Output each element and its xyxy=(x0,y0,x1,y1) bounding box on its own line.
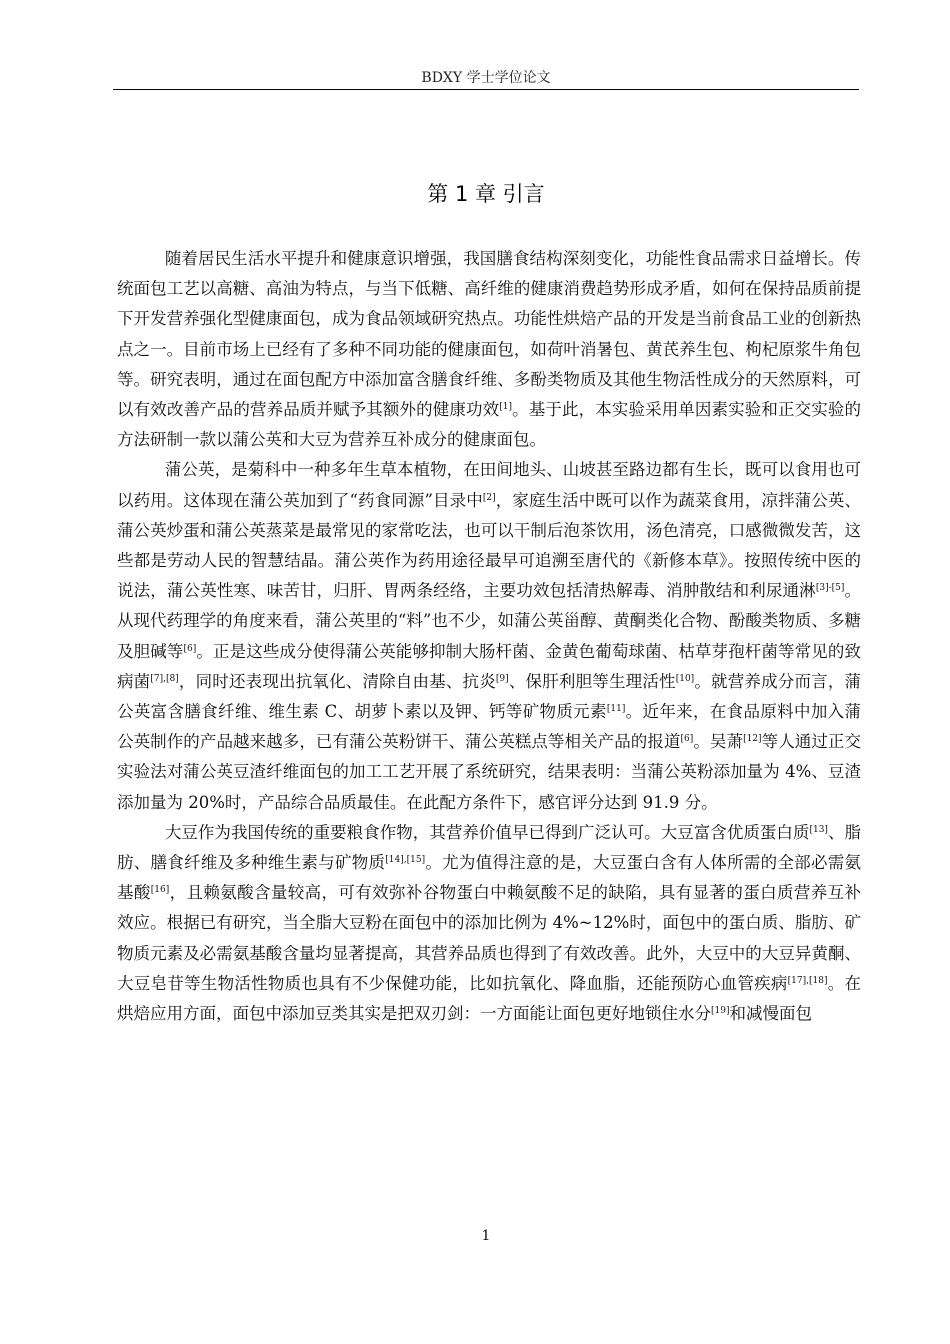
citation-marker: [6] xyxy=(680,734,694,745)
paragraph-text-run: 和减慢面包 xyxy=(729,1004,812,1024)
paragraph-text-run: 。吴萧 xyxy=(693,732,744,752)
citation-marker: [17],[18] xyxy=(787,975,828,986)
paragraph-text-run: 等人通过正交实验法对蒲公英豆渣纤维面包的加工工艺开展了系统研究，结果表明：当蒲公英粉添加量为 4%、豆渣添加量为 20%时，产品综合品质最佳。在此配方条件下，感官评分达到 91.9 分。 xyxy=(117,732,862,812)
paragraph-text-run: 。正是这些成分使得蒲公英能够抑制大肠杆菌、金黄色葡萄球菌、枯草芽孢杆菌等常见的致病菌 xyxy=(117,641,862,691)
citation-marker: [14],[15] xyxy=(385,855,426,866)
chapter-title: 第 1 章 引言 xyxy=(427,182,545,206)
header-rule xyxy=(113,89,859,90)
citation-marker: [2] xyxy=(482,492,496,503)
paragraph-text-run: 大豆作为我国传统的重要粮食作物，其营养价值早已得到广泛认可。大豆富含优质蛋白质 xyxy=(164,822,810,842)
paragraph-text-run: 。尤为值得注意的是，大豆蛋白含有人体所需的全部必需氨基酸 xyxy=(117,853,862,903)
paragraph-3 xyxy=(117,818,861,1029)
citation-marker: [6] xyxy=(183,643,197,654)
citation-marker: [9] xyxy=(495,673,509,684)
paragraph-text-run: 。近年来，在食品原料中加入蒲公英制作的产品越来越多，已有蒲公英粉饼干、蒲公英糕点等相关产品的报道 xyxy=(117,702,862,752)
citation-marker: [16] xyxy=(150,885,170,896)
paragraph-2 xyxy=(117,455,861,817)
page-number: 1 xyxy=(481,1228,491,1244)
paragraph-text-run: 。基于此，本实验采用单因素实验和正交实验的方法研制一款以蒲公英和大豆为营养互补成分的健康面包。 xyxy=(117,400,862,450)
paragraph-text-run: 。在烘焙应用方面，面包中添加豆类其实是把双刃剑：一方面能让面包更好地锁住水分 xyxy=(117,973,862,1024)
paragraph-text-run: ，同时还表现出抗氧化、清除自由基、抗炎 xyxy=(178,671,496,691)
citation-marker: [19] xyxy=(711,1006,730,1017)
citation-marker: [13] xyxy=(809,824,828,835)
paragraph-text-run: 随着居民生活水平提升和健康意识增强，我国膳食结构深刻变化，功能性食品需求日益增长。传统面包工艺以高糖、高油为特点，与当下低糖、高纤维的健康消费趋势形成矛盾，如何在保持品质前提下开发营养强化型健康面包，成为食品领域研究热点。功能性烘焙产品的开发是当前食品工业的创新热点之一。目前市场上已经有了多种不同功能的健康面包，如荷叶消暑包、黄芪养生包、枸杞原浆牛角包等。研究表明，通过在面包配方中添加富含膳食纤维、多酚类物质及其他生物活性成分的天然原料，可以有效改善产品的营养品质并赋予其额外的健康功效 xyxy=(117,249,861,420)
paragraph-text-run: ，且赖氨酸含量较高，可有效弥补谷物蛋白中赖氨酸不足的缺陷，具有显著的蛋白质营养互补效应。根据已有研究，当全脂大豆粉在面包中的添加比例为 4%~12%时，面包中的蛋白质、脂肪、矿物质元素及必需氨基酸含量均显著提高，其营养品质也得到了有效改善。此外，大豆中的大豆异黄酮、大豆皂苷等生物活性物质也具有不少保健功能，比如抗氧化、降血脂，还能预防心血管疾病 xyxy=(117,883,862,993)
citation-marker: [1] xyxy=(499,402,512,413)
paragraph-text-run: 。从现代药理学的角度来看，蒲公英里的“料”也不少，如蒲公英甾醇、黄酮类化合物、酚酸类物质、多糖及胆碱等 xyxy=(117,581,862,661)
citation-marker: [12] xyxy=(743,734,762,745)
paragraph-text-run: 。就营养成分而言，蒲公英富含膳食纤维、维生素 C、胡萝卜素以及钾、钙等矿物质元素 xyxy=(117,671,862,722)
paragraph-text-run: 、脂肪、膳食纤维及多种维生素与矿物质 xyxy=(117,822,862,873)
citation-marker: [7],[8] xyxy=(150,673,179,684)
running-header: BDXY 学士学位论文 xyxy=(421,70,551,86)
paragraph-text-run: 蒲公英，是菊科中一种多年生草本植物，在田间地头、山坡甚至路边都有生长，既可以食用也可以药用。这体现在蒲公英加到了“药食同源”目录中 xyxy=(117,460,861,510)
paragraph-text-run: ，家庭生活中既可以作为蔬菜食用，凉拌蒲公英、蒲公英炒蛋和蒲公英蒸菜是最常见的家常吃法，也可以干制后泡茶饮用，汤色清亮，口感微微发苦，这些都是劳动人民的智慧结晶。蒲公英作为药用途径最早可追溯至唐代的《新修本草》。按照传统中医的说法，蒲公英性寒、味苦甘，归肝、胃两条经络，主要功效包括清热解毒、消肿散结和利尿通淋 xyxy=(117,490,862,601)
citation-marker: [10] xyxy=(675,673,695,684)
paragraph-text-run: 、保肝利胆等生理活性 xyxy=(508,671,676,691)
paragraph-1 xyxy=(117,244,861,455)
body-text xyxy=(117,244,861,1029)
citation-marker: [11] xyxy=(606,704,626,715)
citation-marker: [3]-[5] xyxy=(815,583,845,594)
